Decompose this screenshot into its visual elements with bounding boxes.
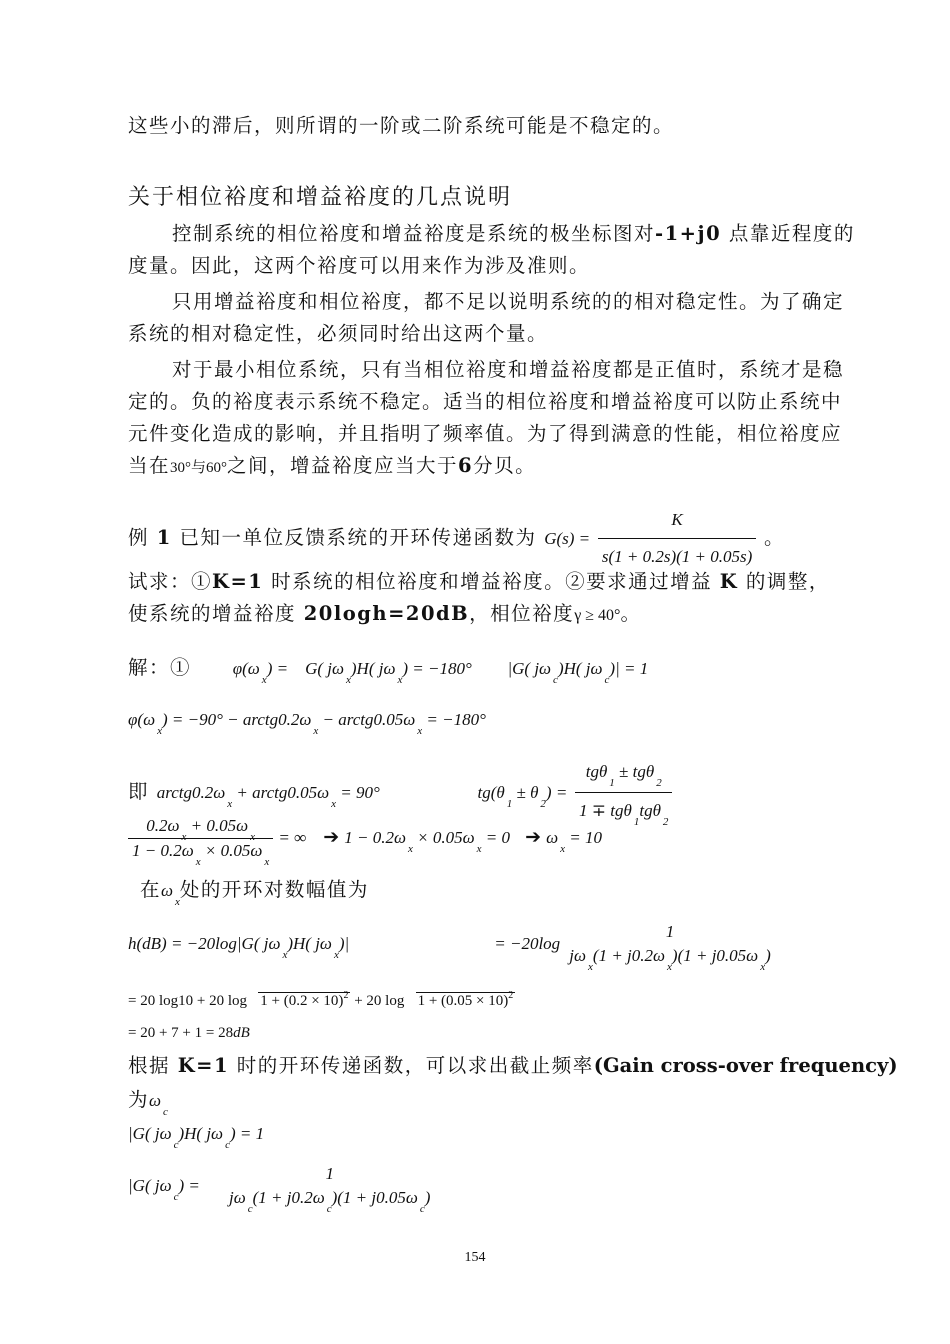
denominator-zero: $1 - 0.2\omega_x \times 0.05\omega_x = 0$	[344, 828, 511, 855]
crossover-english: (Gain cross-over frequency)	[593, 1054, 898, 1077]
section-heading-text: 关于相位裕度和增益裕度的几点说明	[128, 185, 513, 210]
question2-phase-condition: γ ≥ 40°	[574, 607, 621, 624]
transfer-function-fraction: $\frac{K}{s(1 + 0.2s)(1 + 0.05s)}$	[598, 504, 756, 573]
sum-formula: = 20 + 7 + 1 = 28dB	[128, 1025, 250, 1041]
question-text-c: 时系统的相位裕度和增益裕度。②要求通过增益	[263, 570, 720, 593]
hdb-fraction: 1 $j\omega_x(1 + j0.2\omega_x)(1 + j0.05\omega_x)$	[569, 922, 771, 973]
paragraph-intro	[128, 110, 858, 142]
question-line-2	[128, 598, 858, 632]
zai-line	[140, 874, 870, 909]
question-text-a: 试求：①	[128, 570, 213, 593]
paragraph-1-point: -1+j0	[655, 222, 722, 245]
paragraph-3-text-c: 之间，增益裕度应当大于	[227, 454, 459, 477]
solution-line	[128, 652, 858, 687]
example-text: 已知一单位反馈系统的开环传递函数为	[171, 526, 537, 549]
example-label: 例	[128, 526, 157, 549]
phase-equation: $\varphi(\omega_x)$ = G( $j\omega_x)H$( $j\omega_x) = -180^\circ$	[232, 659, 472, 686]
g-magnitude-fraction: 1 $j\omega_c(1 + j0.2\omega_c)(1 + j0.05\omega_c)$	[228, 1164, 431, 1215]
omega-x-symbol: $\omega_x$	[161, 881, 180, 908]
paragraph-1	[128, 218, 858, 282]
wei-text: 为	[128, 1088, 150, 1111]
omega-x-result: $\omega_x = 10$	[546, 828, 603, 855]
magnitude-unity-formula: |G( $j\omega_c)H$( $j\omega_c) = 1$	[128, 1124, 265, 1151]
omega-c-symbol: $\omega_c$	[149, 1091, 168, 1118]
solution-label: 解：①	[128, 656, 192, 679]
question2-text-e: 。	[620, 602, 642, 625]
arctg-sum: $arctg0.2\omega_x$ + $arctg0.05\omega_x = 90^\circ$	[156, 783, 380, 810]
hdb-line	[128, 922, 858, 973]
crossover-k1: K=1	[177, 1054, 230, 1077]
question2-text-c: ，相位裕度	[469, 602, 575, 625]
paragraph-3-text-a: 对于最小相位系统，只有当相位裕度和增益裕度都是正值时，系统才是稳定的。负的裕度表示系统不稳定。适当的相位裕度和增益裕度可以防止系统中元件变化造成的影响，并且指明了频率值。为了得到满意的性能，相位裕度应当在	[128, 358, 845, 477]
section-heading	[128, 180, 858, 211]
paragraph-2-text: 只用增益裕度和相位裕度，都不足以说明系统的的相对稳定性。为了确定系统的相对稳定性，必须同时给出这两个量。	[128, 290, 845, 345]
zai-text-b: 处的开环对数幅值为	[179, 878, 369, 901]
ji-label: 即	[128, 780, 150, 803]
question2-gain: 20logh=20dB	[303, 602, 470, 625]
infinity-line	[128, 816, 858, 868]
phase-expansion-formula: $\varphi(\omega_x) = -90^\circ$ − $arctg0.2\omega_x$ − $arctg0.05\omega_x = -180^\circ$	[128, 710, 486, 737]
arrow-right-icon: ➔	[323, 826, 340, 848]
paragraph-2	[128, 286, 858, 350]
magnitude-unity	[128, 1124, 858, 1151]
example-number: 1	[156, 526, 172, 549]
page-number: 154	[464, 1250, 486, 1265]
hdb-formula: h(dB) = −20log|G( $j\omega_x)H$( $j\omega_x)|$	[128, 933, 350, 961]
hdb-expansion: = −20log	[494, 933, 561, 953]
crossover-text-c: 时的开环传递函数，可以求出截止频率	[229, 1054, 594, 1077]
ratio-fraction: $\frac{0.2\omega_x + 0.05\omega_x}{1 - 0.2\omega_x \times 0.05\omega_x}$	[128, 816, 273, 861]
sum-line	[128, 1022, 858, 1042]
magnitude-equation: |G( $j\omega_c)H$( $j\omega_c)| = 1$	[507, 659, 649, 686]
wei-line	[128, 1084, 858, 1119]
phase-expansion	[128, 710, 858, 737]
tan-sum-fraction: $\frac{tg\theta_1 \pm tg\theta_2}{1 \mp tg\theta_1tg\theta_2}$	[575, 756, 672, 829]
question-k1: K=1	[212, 570, 264, 593]
arrow-right-icon: ➔	[525, 826, 542, 848]
log-expansion-formula: = 20 log10 + 20 $\log 1 + (0.2 \times 10)^2 + 20$ $\log 1 + (0.05 \times 10)^2$	[128, 990, 514, 1009]
equals-infinity: = ∞	[278, 828, 307, 847]
zai-text-a: 在	[140, 878, 162, 901]
crossover-text-a: 根据	[128, 1054, 178, 1077]
paragraph-1-text-a: 控制系统的相位裕度和增益裕度是系统的极坐标图对	[172, 222, 656, 245]
question-text-e: 的调整，	[738, 570, 830, 593]
question-line-1	[128, 566, 858, 598]
g-magnitude-lhs: |G( $j\omega_c$) =	[128, 1176, 200, 1203]
paragraph-intro-text: 这些小的滞后，则所谓的一阶或二阶系统可能是不稳定的。	[128, 114, 675, 137]
paragraph-3	[128, 354, 858, 484]
g-magnitude	[128, 1164, 858, 1215]
question-k: K	[719, 570, 739, 593]
example-end: 。	[763, 526, 785, 549]
tan-sum-identity: $tg(\theta_1 \pm \theta_2)$ =	[477, 783, 568, 810]
example-1	[128, 504, 858, 573]
paragraph-1-text-c: 点靠近程度的度量。因此，这两个裕度可以用来作为涉及准则。	[128, 222, 855, 277]
question2-text-a: 使系统的增益裕度	[128, 602, 304, 625]
transfer-function: G(s) =	[544, 529, 591, 548]
log-expansion	[128, 990, 858, 1010]
crossover-line	[128, 1050, 898, 1082]
paragraph-3-number: 6	[458, 454, 474, 477]
paragraph-3-text-e: 分贝。	[473, 454, 537, 477]
paragraph-3-angle-range: 30°与60°	[170, 460, 228, 476]
